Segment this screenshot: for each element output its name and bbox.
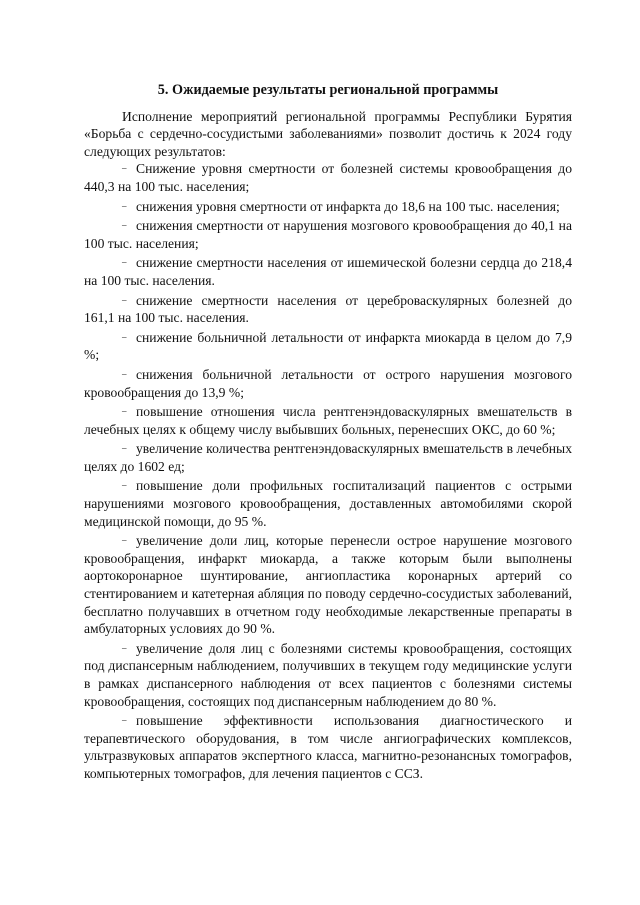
dash-bullet-icon: – xyxy=(122,257,127,268)
dash-bullet-icon: – xyxy=(122,642,127,653)
list-item-text: Снижение уровня смертности от болезней системы кровообращения до 440,3 на 100 тыс. населения; xyxy=(84,161,572,194)
dash-bullet-icon: – xyxy=(122,294,127,305)
list-item xyxy=(84,217,572,252)
list-item-text: повышение эффективности использования диагностического и терапевтического оборудования, в том числе ангиографических комплексов, ультразвуковых аппаратов экспертного класса, магнитно-резонансных томографов, компьютерных томографов, для лечения пациентов с ССЗ. xyxy=(84,713,572,781)
dash-bullet-icon: – xyxy=(122,200,127,211)
list-item xyxy=(84,198,572,216)
list-item xyxy=(84,292,572,327)
list-item xyxy=(84,640,572,710)
list-item-text: снижение больничной летальности от инфаркта миокарда в целом до 7,9 %; xyxy=(84,329,572,363)
list-item xyxy=(84,329,572,364)
list-item xyxy=(84,532,572,638)
intro-paragraph: Исполнение мероприятий региональной программы Республики Бурятия «Борьба с сердечно-сосудистыми заболеваниями» позволит достичь к 2024 году следующих результатов: xyxy=(84,108,572,159)
list-item-text: увеличение количества рентгенэндоваскулярных вмешательств в лечебных целях до 1602 ед; xyxy=(84,441,572,474)
list-item-text: повышение доли профильных госпитализаций пациентов с острыми нарушениями мозгового кровообращения, доставленных автомобилями скорой медицинской помощи, до 95 %. xyxy=(84,478,572,529)
list-item-text: снижения смертности от нарушения мозгового кровообращения до 40,1 на 100 тыс. населения; xyxy=(84,218,572,251)
list-item-text: снижение смертности населения от ишемической болезни сердца до 218,4 на 100 тыс. населения. xyxy=(84,255,572,288)
dash-bullet-icon: – xyxy=(122,443,127,454)
dash-bullet-icon: – xyxy=(122,163,127,174)
list-item xyxy=(84,477,572,530)
list-item-text: снижение смертности населения от цереброваскулярных болезней до 161,1 на 100 тыс. населения. xyxy=(84,292,572,326)
list-item xyxy=(84,403,572,438)
list-item xyxy=(84,712,572,782)
list-item-text: увеличение доля лиц с болезнями системы кровообращения, состоящих под диспансерным наблюдением, получивших в текущем году медицинские услуги в рамках диспансерного наблюдения от всех пациентов с болезнями системы кровообращения, состоящих под диспансерным наблюдением до 80 %. xyxy=(84,640,572,709)
list-item xyxy=(84,366,572,401)
dash-bullet-icon: – xyxy=(122,331,127,342)
results-list xyxy=(84,160,572,782)
dash-bullet-icon: – xyxy=(122,220,127,231)
list-item xyxy=(84,160,572,195)
list-item-text: повышение отношения числа рентгенэндоваскулярных вмешательств в лечебных целях к общему числу выбывших больных, перенесших ОКС, до 60 %; xyxy=(84,404,572,437)
list-item-text: снижения уровня смертности от инфаркта до 18,6 на 100 тыс. населения; xyxy=(136,198,560,214)
dash-bullet-icon: – xyxy=(122,535,127,546)
list-item-text: увеличение доли лиц, которые перенесли острое нарушение мозгового кровообращения, инфаркт миокарда, а также которым были выполнены аортокоронарное шунтирование, ангиопластика коронарных артерий со стентированием и катетерная абляция по поводу сердечно-сосудистых заболеваний, бесплатно получавших в отчетном году необходимые лекарственные препараты в амбулаторных условиях до 90 %. xyxy=(84,533,572,637)
list-item xyxy=(84,440,572,475)
list-item-text: снижения больничной летальности от острого нарушения мозгового кровообращения до 13,9 %; xyxy=(84,366,572,400)
dash-bullet-icon: – xyxy=(122,715,127,726)
list-item xyxy=(84,254,572,289)
dash-bullet-icon: – xyxy=(122,368,127,379)
dash-bullet-icon: – xyxy=(122,406,127,417)
dash-bullet-icon: – xyxy=(122,480,127,491)
section-title: 5. Ожидаемые результаты региональной программы xyxy=(157,82,499,98)
